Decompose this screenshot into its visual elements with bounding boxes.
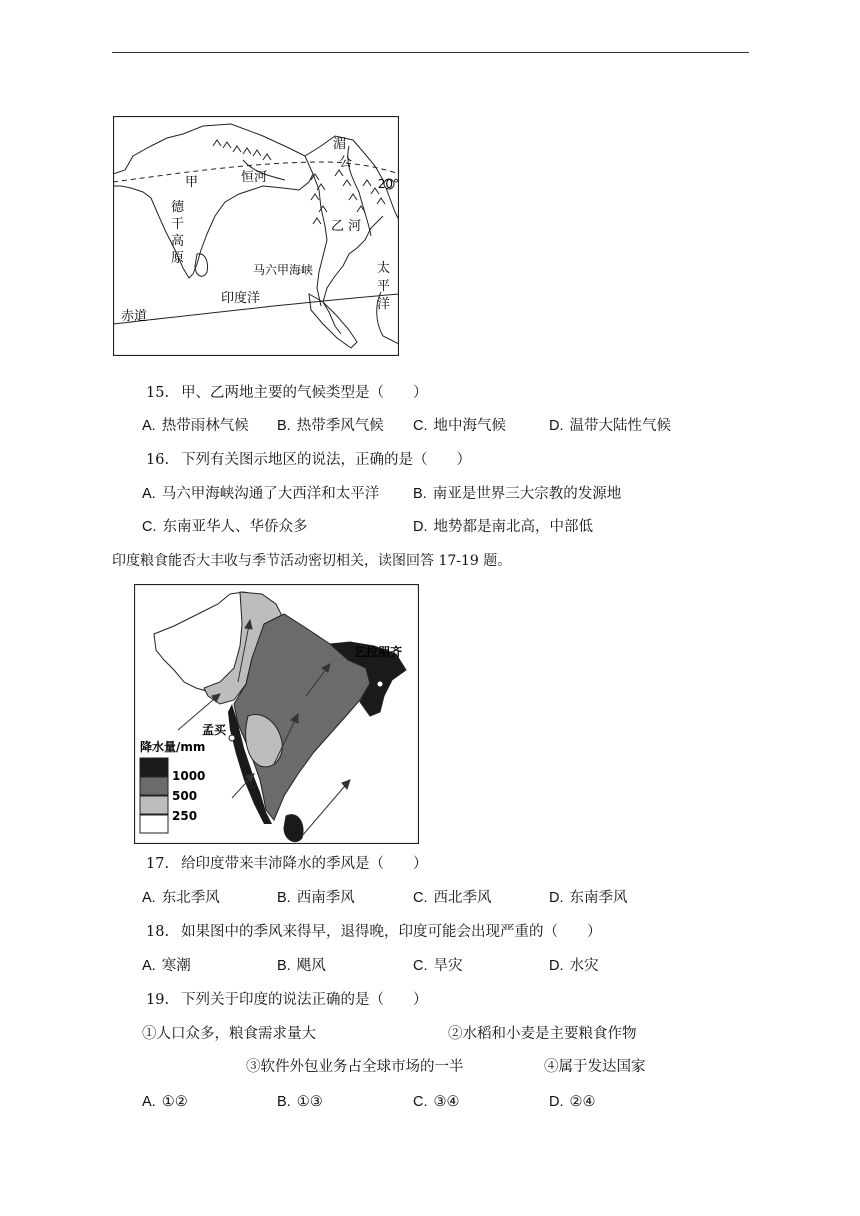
label-pacific-1: 太 [377,261,391,276]
label-jia: 甲 [185,175,199,190]
legend-swatch-500 [140,777,168,795]
option-d[interactable]: D. 地势都是南北高，中部低 [413,519,593,535]
option-c[interactable]: C. 旱灾 [413,958,463,974]
label-deccan-2: 干 [171,217,185,232]
question-number: 19. [146,992,170,1008]
option-c[interactable]: C. 西北季风 [413,890,492,906]
label-cherrapunji: 乞拉朋齐 [354,645,403,659]
label-mekong-1: 湄 [333,137,347,152]
option-a[interactable]: A. 热带雨林气候 [142,418,249,434]
option-b[interactable]: B. ①③ [277,1094,323,1110]
option-d[interactable]: D. ②④ [549,1094,596,1110]
label-ganges: 恒河 [241,170,268,185]
legend-swatch-1000 [140,758,168,776]
legend-title: 降水量/mm [140,740,206,754]
question-17 [146,854,428,874]
section-intro: 印度粮食能否大丰收与季节活动密切相关，读图回答 17-19 题。 [112,553,512,569]
question-18 [146,922,602,942]
option-a[interactable]: A. ①② [142,1094,188,1110]
legend-swatch-0 [140,815,168,833]
option-c[interactable]: C. ③④ [413,1094,460,1110]
label-lat-20: 20° [377,177,399,191]
label-indian-ocean: 印度洋 [221,291,261,306]
statement-4: ④属于发达国家 [544,1059,646,1075]
option-b[interactable]: B. 飓风 [277,958,326,974]
option-b[interactable]: B. 南亚是世界三大宗教的发源地 [413,486,622,502]
label-deccan-4: 原 [171,251,185,266]
option-c[interactable]: C. 地中海气候 [413,418,506,434]
legend-label-500: 500 [172,789,198,803]
legend-label-1000: 1000 [172,769,206,783]
statement-1: ①人口众多，粮食需求量大 [142,1026,316,1042]
statement-2: ②水稻和小麦是主要粮食作物 [448,1026,637,1042]
question-stem: 下列关于印度的说法正确的是（ ） [181,992,428,1008]
question-stem: 如果图中的季风来得早，退得晚，印度可能会出现严重的（ ） [181,924,602,940]
question-number: 18. [146,924,170,940]
option-b[interactable]: B. 西南季风 [277,890,355,906]
option-b[interactable]: B. 热带季风气候 [277,418,384,434]
label-equator: 赤道 [121,309,148,324]
option-d[interactable]: D. 水灾 [549,958,599,974]
label-pacific-3: 洋 [377,297,391,312]
question-15 [146,383,428,403]
option-a[interactable]: A. 寒潮 [142,958,191,974]
label-pacific-2: 平 [377,279,391,294]
question-stem: 甲、乙两地主要的气候类型是（ ） [181,385,428,401]
south-southeast-asia-map [113,116,399,356]
question-number: 17. [146,856,170,872]
question-number: 16. [146,452,170,468]
question-16 [146,450,471,470]
option-d[interactable]: D. 东南季风 [549,890,628,906]
question-number: 15. [146,385,170,401]
statement-3: ③软件外包业务占全球市场的一半 [246,1059,464,1075]
option-a[interactable]: A. 马六甲海峡沟通了大西洋和太平洋 [142,486,380,502]
legend-swatch-250 [140,796,168,814]
question-19 [146,990,428,1010]
option-c[interactable]: C. 东南亚华人、华侨众多 [142,519,308,535]
option-d[interactable]: D. 温带大陆性气候 [549,418,671,434]
label-mekong-2: 公 [339,155,353,170]
label-yi-river: 乙 河 [331,219,362,234]
label-deccan-1: 德 [171,200,185,215]
question-stem: 给印度带来丰沛降水的季风是（ ） [181,856,428,872]
label-deccan-3: 高 [171,234,185,249]
question-stem: 下列有关图示地区的说法，正确的是（ ） [181,452,472,468]
india-precipitation-map [134,584,419,844]
label-malacca: 马六甲海峡 [253,263,314,277]
header-rule [112,52,749,53]
legend-label-250: 250 [172,809,198,823]
label-mumbai: 孟买 [202,723,227,737]
option-a[interactable]: A. 东北季风 [142,890,220,906]
